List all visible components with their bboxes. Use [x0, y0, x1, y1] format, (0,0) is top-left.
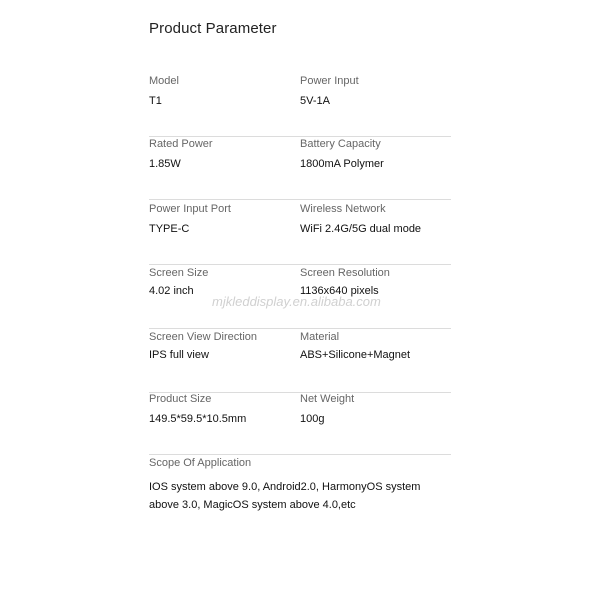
scope-label: Scope Of Application: [149, 457, 252, 469]
row-divider: [149, 454, 451, 455]
param-label: Net Weight: [300, 393, 355, 405]
param-value: 4.02 inch: [149, 285, 194, 297]
param-screen-resolution: [300, 266, 390, 298]
param-row-rated-power: [149, 137, 451, 200]
param-value: 149.5*59.5*10.5mm: [149, 413, 247, 425]
param-label: Battery Capacity: [300, 138, 381, 150]
param-net-weight: [300, 392, 354, 426]
watermark: mjkleddisplay.en.alibaba.com: [212, 294, 381, 309]
row-divider: [149, 199, 451, 200]
param-model: [149, 74, 179, 108]
param-row-product-size: [149, 392, 451, 455]
row-divider: [149, 328, 451, 329]
param-label: Product Size: [149, 393, 212, 405]
page-title: Product Parameter: [149, 20, 277, 37]
scope-value: IOS system above 9.0, Android2.0, HarmonyOS system above 3.0, MagicOS system above 4.0,etc: [149, 481, 421, 511]
param-power-input-port: [149, 202, 231, 236]
param-screen-view-direction: [149, 330, 257, 362]
param-rated-power: [149, 137, 213, 171]
param-value: TYPE-C: [149, 223, 190, 235]
param-wireless-network: [300, 202, 421, 236]
param-power-input: [300, 74, 359, 108]
param-label: Material: [300, 331, 340, 343]
param-value: 1136x640 pixels: [300, 285, 379, 297]
param-value: 5V-1A: [300, 95, 330, 107]
param-row-screen-size: [149, 266, 451, 329]
param-battery-capacity: [300, 137, 384, 171]
param-screen-size: [149, 266, 208, 298]
row-divider: [149, 264, 451, 265]
param-label: Screen Resolution: [300, 267, 390, 279]
param-value: IPS full view: [149, 349, 209, 361]
param-product-size: [149, 392, 246, 426]
param-label: Model: [149, 75, 179, 87]
param-value: 100g: [300, 413, 325, 425]
scope-of-application: [149, 456, 439, 514]
param-value: 1.85W: [149, 158, 181, 170]
param-label: Power Input: [300, 75, 359, 87]
param-value: 1800mA Polymer: [300, 158, 384, 170]
param-label: Rated Power: [149, 138, 213, 150]
param-label: Wireless Network: [300, 203, 386, 215]
param-value: ABS+Silicone+Magnet: [300, 349, 411, 361]
param-material: [300, 330, 410, 362]
param-row-power-port: [149, 202, 451, 265]
param-value: T1: [149, 95, 162, 107]
param-value: WiFi 2.4G/5G dual mode: [300, 223, 422, 235]
param-label: Screen Size: [149, 267, 209, 279]
param-label: Screen View Direction: [149, 331, 258, 343]
param-label: Power Input Port: [149, 203, 231, 215]
param-row-view-direction: [149, 330, 451, 393]
param-row-model: [149, 74, 451, 137]
